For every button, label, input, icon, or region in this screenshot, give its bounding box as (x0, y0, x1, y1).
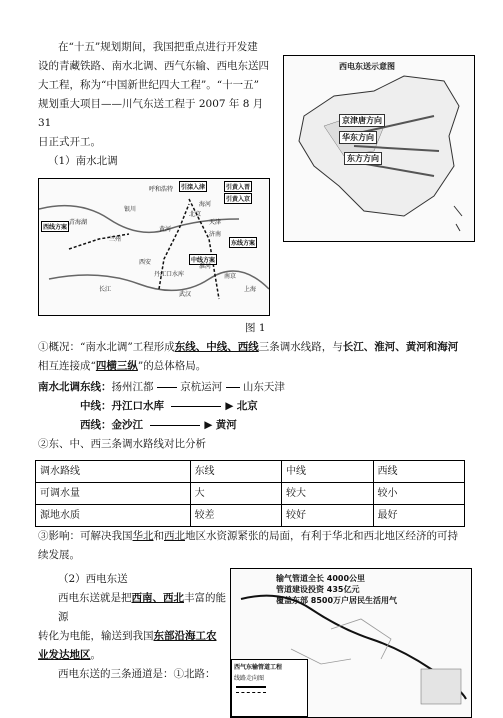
table-row (36, 483, 465, 505)
table-cell: 最好 (373, 505, 465, 527)
gas-legend-subtitle: 线路走向图 (234, 675, 265, 682)
place-beijing: 北京 (189, 211, 202, 218)
intro-line-5: 日正式开工。 (38, 136, 101, 148)
box-west-route: 西线方案 (41, 221, 69, 232)
section2-line-1: 西电东送就是把西南、西北丰富的能源 (58, 592, 226, 623)
table-cell: 较好 (282, 505, 373, 527)
table-cell: 较大 (282, 483, 373, 505)
place-yinchuan: 银川 (124, 206, 137, 213)
place-hohhot: 呼和浩特 (149, 186, 174, 193)
table-cell: 西线 (373, 461, 465, 483)
impact-line-1: ③影响：可解决我国华北和西北地区水资源紧张的局面，有利于华北和西北地区经济的可持 (38, 530, 458, 542)
river-huaihe: 淮河 (199, 263, 212, 270)
place-danjiangkou: 丹江口水库 (154, 271, 185, 278)
box-yinluan: 引滦入津 (179, 181, 207, 192)
box-east-route: 东线方案 (229, 237, 257, 248)
section1-heading: （1）南水北调 (48, 155, 118, 167)
comparison-table (35, 460, 465, 527)
place-shanghai: 上海 (244, 286, 257, 293)
river-haihe: 海河 (199, 201, 212, 208)
east-route-line: 南水北调东线：扬州江都 京杭运河 山东天津 (38, 381, 285, 393)
intro-line-3: 大工程，称为“中国新世纪四大工程”。“十一五” (38, 79, 259, 91)
place-tianjin: 天津 (209, 219, 222, 226)
gas-note-2: 管道建设投资 435亿元 (276, 585, 360, 594)
table-cell: 大 (190, 483, 281, 505)
place-nanjing: 南京 (224, 273, 237, 280)
section2-line-2: 转化为电能，输送到我国东部沿海工农 (38, 630, 217, 642)
section2-line-3: 业发达地区。 (38, 649, 101, 661)
west-route-line: 西线：金沙江 ▶ 黄河 (80, 419, 237, 431)
table-cell: 较差 (190, 505, 281, 527)
table-cell: 源地水质 (36, 505, 191, 527)
river-huanghe: 黄河 (159, 226, 172, 233)
south-north-water-map (38, 178, 270, 316)
box-yinhuang-jin: 引黄入晋 (224, 181, 252, 192)
figure-caption: 图 1 (245, 322, 266, 334)
table-cell: 中线 (282, 461, 373, 483)
table-cell: 可调水量 (36, 483, 191, 505)
route-label-huadong: 华东方向 (339, 131, 377, 144)
intro-line-1: 在“十五”规划期间，我国把重点进行开发建 (58, 41, 258, 53)
table-row (36, 505, 465, 527)
river-changjiang: 长江 (99, 286, 112, 293)
west-east-power-map (283, 55, 475, 242)
intro-line-2: 设的青藏铁路、南水北调、西气东输、西电东送四 (38, 60, 269, 72)
gas-note-3: 覆盖东部 8500万户居民生活用气 (276, 596, 398, 605)
table-cell: 调水路线 (36, 461, 191, 483)
table-header-row (36, 461, 465, 483)
place-qinghai-lake: 青海湖 (69, 219, 88, 226)
power-map-title: 西电东送示意图 (339, 62, 395, 71)
section2-line-4: 西电东送的三条通道是：①北路： (58, 668, 216, 680)
west-east-gas-map (230, 568, 472, 718)
table-cell: 东线 (190, 461, 281, 483)
route-label-jingjintang: 京津唐方向 (339, 114, 385, 127)
overview-line-2: 相互连接成“四横三纵”的总体格局。 (38, 360, 207, 372)
table-cell: 较小 (373, 483, 465, 505)
intro-line-4: 规划重大项目——川气东送工程于 2007 年 8 月 31 (38, 98, 264, 129)
place-xian: 西安 (139, 259, 152, 266)
place-jinan: 济南 (209, 231, 222, 238)
section2-heading: （2）西电东送 (58, 573, 128, 585)
impact-line-2: 续发展。 (38, 549, 80, 561)
place-lanzhou: 兰州 (109, 236, 122, 243)
middle-route-line: 中线：丹江口水库 ▶ 北京 (80, 400, 258, 412)
overview-line-1: ①概况：“南水北调”工程形成东线、中线、西线三条调水线路，与长江、淮河、黄河和海河 (38, 341, 459, 353)
box-yinhuang-jing: 引黄入京 (224, 193, 252, 204)
power-map-svg (284, 56, 474, 241)
gas-legend (231, 659, 308, 717)
route-label-dongfang: 东方方向 (344, 152, 382, 165)
gas-note-1: 输气管道全长 4000公里 (276, 574, 366, 583)
box-middle-route: 中线方案 (189, 254, 217, 265)
place-wuhan: 武汉 (179, 291, 192, 298)
compare-title: ②东、中、西三条调水路线对比分析 (38, 438, 206, 450)
gas-legend-title: 西气东输管道工程 (234, 664, 283, 671)
